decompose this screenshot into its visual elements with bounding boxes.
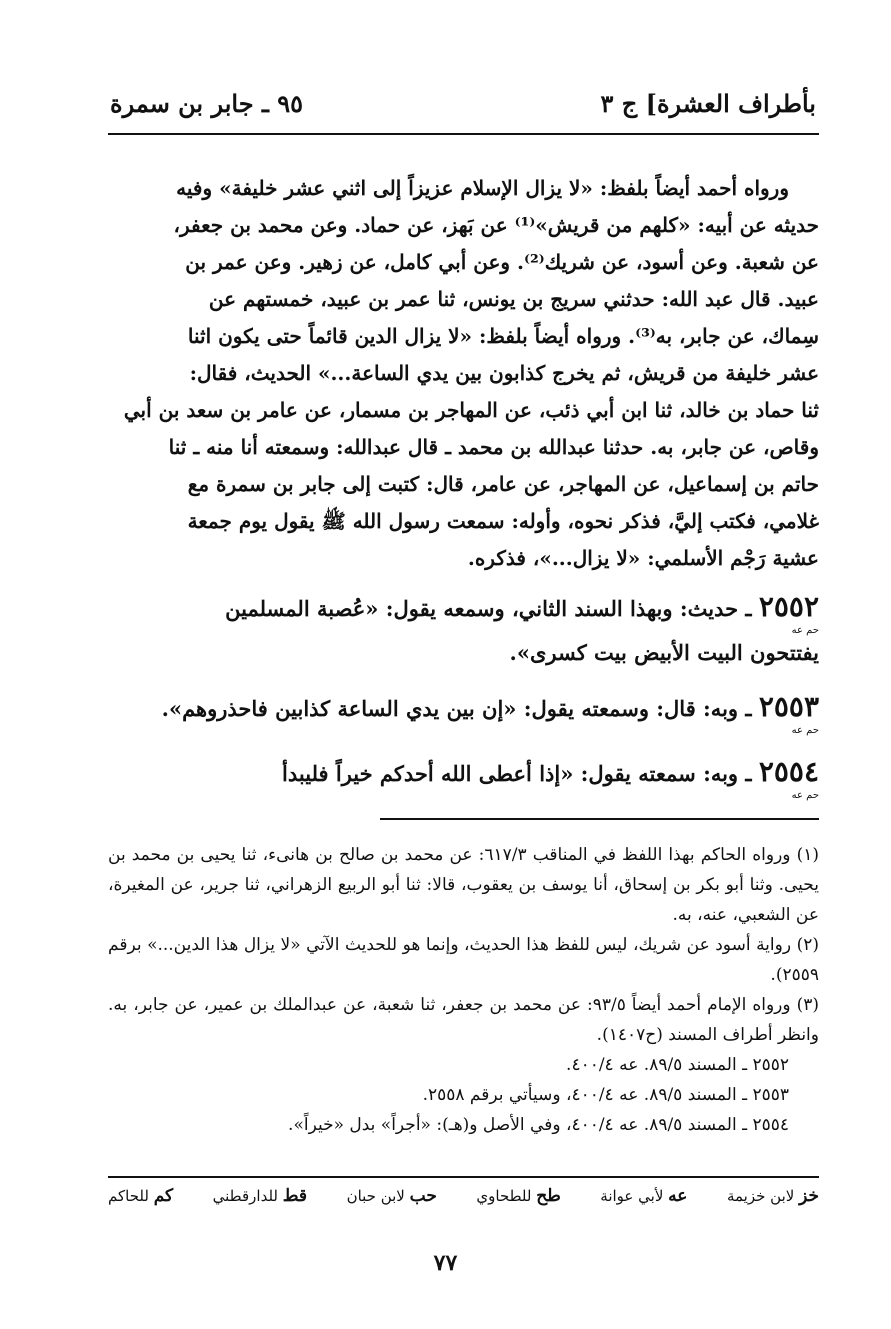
entry-text: ـ حديث: وبهذا السند الثاني، وسمعه يقول: «عُصبة المسلمين bbox=[225, 596, 752, 621]
abbreviation-item bbox=[600, 1186, 687, 1206]
text-line: ورواه أحمد أيضاً بلفظ: «لا يزال الإسلام عزيزاً إلى اثني عشر خليفة» وفيه bbox=[176, 176, 789, 200]
entry-continuation: يفتتحون البيت الأبيض بيت كسرى». bbox=[509, 640, 819, 665]
page-number: ٧٧ bbox=[433, 1250, 458, 1276]
abbreviation-label: للحاكم bbox=[108, 1187, 149, 1205]
entry-line bbox=[108, 590, 819, 626]
source-reference: ٢٥٥٤ ـ المسند ٨٩/٥. عه ٤٠٠/٤، وفي الأصل و(هـ): «أجراً» بدل «خيراً». bbox=[288, 1115, 789, 1135]
text-line: حاتم بن إسماعيل، عن المهاجر، عن عامر، قال: كتبت إلى جابر بن سمرة مع bbox=[187, 472, 819, 496]
abbreviation-label: لأبي عوانة bbox=[600, 1187, 664, 1205]
footnotes bbox=[108, 840, 819, 1140]
text-line: عبيد. قال عبد الله: حدثني سريج بن يونس، ثنا عمر بن عبيد، خمستهم عن bbox=[208, 287, 819, 311]
hadith-entry-2552 bbox=[108, 590, 819, 670]
entry-line bbox=[108, 690, 819, 726]
hadith-entry-2554 bbox=[108, 755, 819, 801]
hadith-entry-2553 bbox=[108, 690, 819, 736]
text-line: عشر خليفة من قريش، ثم يخرج كذابون بين يدي الساعة...» الحديث، فقال: bbox=[189, 361, 819, 385]
abbreviation-item bbox=[108, 1186, 173, 1206]
text-line: ثنا حماد بن خالد، ثنا ابن أبي ذئب، عن المهاجر بن مسمار، عن عامر بن سعد بن أبي bbox=[123, 398, 819, 422]
header-volume-title: بأطراف العشرة] ج ٣ bbox=[600, 88, 816, 118]
abbreviation-label: لابن خزيمة bbox=[726, 1187, 795, 1205]
abbreviation-item bbox=[347, 1186, 437, 1206]
abbreviation-code: طح bbox=[536, 1186, 561, 1206]
abbreviation-code: حب bbox=[409, 1186, 437, 1206]
entry-source-code: حم عه bbox=[791, 625, 819, 636]
abbreviation-label: لابن حبان bbox=[346, 1187, 405, 1205]
footnote-divider bbox=[380, 818, 819, 820]
entry-number: ٢٥٥٤ bbox=[758, 755, 819, 788]
abbreviation-item bbox=[727, 1186, 819, 1206]
entry-line bbox=[108, 755, 819, 791]
entry-number: ٢٥٥٣ bbox=[758, 690, 819, 723]
entry-text: ـ وبه: سمعته يقول: «إذا أعطى الله أحدكم خيراً فليبدأ bbox=[282, 761, 752, 786]
abbreviation-item bbox=[213, 1186, 307, 1206]
footnote: (٢) رواية أسود عن شريك، ليس للفظ هذا الحديث، وإنما هو للحديث الآتي «لا يزال هذا الدين...» برقم ٢٥٥٩). bbox=[108, 935, 819, 985]
source-reference: ٢٥٥٢ ـ المسند ٨٩/٥. عه ٤٠٠/٤. bbox=[566, 1055, 789, 1075]
text-line: حديثه عن أبيه: «كلهم من قريش»⁽¹⁾ عن بَهز، عن حماد. وعن محمد بن جعفر، bbox=[173, 213, 819, 237]
abbreviation-code: عه bbox=[668, 1186, 688, 1206]
text-line: عشية رَجْم الأسلمي: «لا يزال...»، فذكره. bbox=[467, 546, 819, 570]
text-line: وقاص، عن جابر، به. حدثنا عبدالله بن محمد ـ قال عبدالله: وسمعته أنا منه ـ ثنا bbox=[168, 435, 819, 459]
abbreviation-code: خز bbox=[799, 1186, 819, 1206]
footnote: (٣) ورواه الإمام أحمد أيضاً ٩٣/٥: عن محمد بن جعفر، ثنا شعبة، عن عبدالملك بن عمير، عن جابر، به. وانظر أطراف المسند (ح١٤٠٧). bbox=[108, 995, 819, 1045]
abbreviations-divider bbox=[108, 1176, 819, 1178]
main-text bbox=[108, 170, 819, 577]
abbreviation-item bbox=[476, 1186, 560, 1206]
entry-source-code: حم عه bbox=[791, 790, 819, 801]
entry-number: ٢٥٥٢ bbox=[758, 590, 819, 623]
footnote: (١) ورواه الحاكم بهذا اللفظ في المناقب ٦١٧/٣: عن محمد بن صالح بن هانىء، ثنا يحيى بن محمد بن يحيى. وثنا أبو بكر بن إسحاق، أنا يوسف بن يعقوب، قالا: ثنا أبو الربيع الزهراني، ثنا جرير، عن المغيرة، عن الشعبي، عنه، به. bbox=[108, 845, 819, 925]
text-line: سِماك، عن جابر، به⁽³⁾. ورواه أيضاً بلفظ: «لا يزال الدين قائماً حتى يكون اثنا bbox=[187, 324, 819, 348]
text-line: عن شعبة. وعن أسود، عن شريك⁽²⁾. وعن أبي كامل، عن زهير. وعن عمر بن bbox=[185, 250, 819, 274]
running-header bbox=[110, 80, 816, 126]
header-chapter-title: ٩٥ ـ جابر بن سمرة bbox=[110, 88, 304, 118]
abbreviation-code: كم bbox=[153, 1186, 174, 1206]
abbreviation-label: للطحاوي bbox=[476, 1187, 532, 1205]
abbreviations-legend bbox=[108, 1186, 819, 1206]
entry-source-code: حم عه bbox=[791, 725, 819, 736]
text-line: غلامي، فكتب إليَّ، فذكر نحوه، وأوله: سمعت رسول الله ﷺ يقول يوم جمعة bbox=[187, 509, 819, 533]
header-divider bbox=[108, 133, 819, 135]
abbreviation-code: قط bbox=[282, 1186, 308, 1206]
source-reference: ٢٥٥٣ ـ المسند ٨٩/٥. عه ٤٠٠/٤، وسيأتي برقم ٢٥٥٨. bbox=[422, 1085, 789, 1105]
abbreviation-label: للدارقطني bbox=[212, 1187, 278, 1205]
entry-text: ـ وبه: قال: وسمعته يقول: «إن بين يدي الساعة كذابين فاحذروهم». bbox=[161, 696, 752, 721]
